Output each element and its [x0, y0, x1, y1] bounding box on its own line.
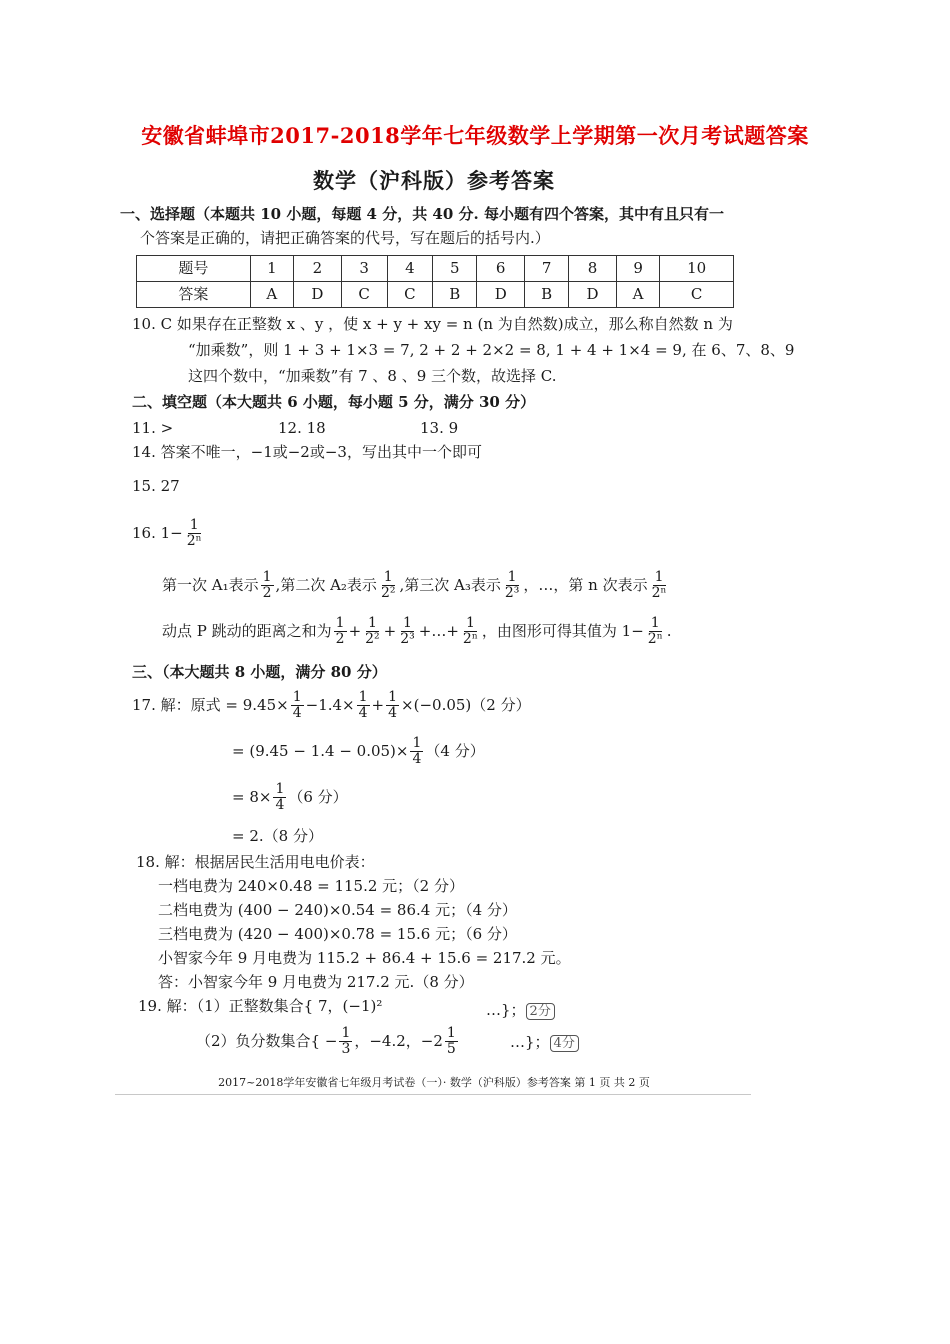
fraction: $\frac{1}{\text{2ⁿ}}$	[186, 517, 202, 550]
score-stamp: 4分	[550, 1035, 579, 1052]
question-number-cell: 4	[387, 256, 433, 282]
question-number-cell: 6	[477, 256, 525, 282]
q16-answer	[132, 518, 206, 550]
q18-line5: 答：小智家今年 9 月电费为 217.2 元.（8 分）	[158, 973, 474, 991]
section1-heading-b: 个答案是正确的，请把正确答案的代号，写在题后的括号内.）	[140, 229, 550, 247]
q14-answer: 14. 答案不唯一，−1或−2或−3，写出其中一个即可	[132, 443, 482, 461]
answer-cell: D	[294, 282, 342, 308]
q10-line3: 这四个数中，“加乘数”有 7 、8 、9 三个数，故选择 C.	[188, 367, 557, 385]
fraction: $\frac{1}{4}$	[275, 781, 285, 814]
fraction: $\frac{1}{4}$	[412, 735, 422, 768]
answer-cell: D	[477, 282, 525, 308]
q16-label: 16. 1−	[132, 523, 183, 542]
answer-cell: A	[616, 282, 659, 308]
q19-line2: （2）负分数集合{ − $\frac{1}{3}$ ，−4.2，−2 $\frac{1}{5}$	[196, 1025, 456, 1058]
fraction: $\frac{1}{3}$	[341, 1025, 351, 1058]
q17-line1: 17. 解：原式 = 9.45× $\frac{1}{4}$ −1.4× $\frac{1}{4}$ + $\frac{1}{4}$ ×(−0.05)（2 分）	[132, 689, 531, 722]
answer-cell: B	[525, 282, 569, 308]
fraction: $\frac{1}{\text{2ⁿ}}$	[647, 615, 663, 648]
scan-bottom-edge	[115, 1094, 751, 1095]
q10-line2: “加乘数”，则 1 + 3 + 1×3 = 7, 2 + 2 + 2×2 = 8, 1 + 4 + 1×4 = 9, 在 6、7、8、9	[188, 341, 795, 359]
score-stamp: 2分	[526, 1003, 555, 1020]
answer-cell: C	[341, 282, 387, 308]
question-number-cell: 2	[294, 256, 342, 282]
section1-heading-a: 一、选择题（本题共 10 小题，每题 4 分，共 40 分. 每小题有四个答案，其中有且只有一	[120, 205, 724, 223]
q10-line1: 10. C 如果存在正整数 x 、y ，使 x + y + xy = n (n 为自然数)成立，那么称自然数 n 为	[132, 315, 733, 333]
answer-cell: C	[660, 282, 734, 308]
section3-heading: 三、（本大题共 8 小题，满分 80 分）	[132, 663, 387, 681]
q17-line2: = (9.45 − 1.4 − 0.05)× $\frac{1}{4}$ （4 分）	[232, 735, 485, 768]
q18-line1: 一档电费为 240×0.48 = 115.2 元；（2 分）	[158, 877, 464, 895]
q19-line1-score: …}； 2分	[486, 1000, 555, 1021]
question-number-cell: 1	[250, 256, 293, 282]
fraction: $\frac{1}{\text{2ⁿ}}$	[651, 569, 667, 602]
scanned-answer-sheet	[118, 160, 795, 1095]
question-number-cell: 3	[341, 256, 387, 282]
q12-answer: 12. 18	[278, 419, 326, 437]
question-number-cell: 8	[569, 256, 617, 282]
page-footer: 2017~2018学年安徽省七年级月考试卷（一）· 数学（沪科版）参考答案 第 1 页 共 2 页	[218, 1076, 650, 1089]
q11-answer: 11. >	[132, 419, 174, 437]
q18-line2: 二档电费为 (400 − 240)×0.54 = 86.4 元；（4 分）	[158, 901, 517, 919]
q13-answer: 13. 9	[420, 419, 459, 437]
q18-line4: 小智家今年 9 月电费为 115.2 + 86.4 + 15.6 = 217.2 元。	[158, 949, 571, 967]
question-number-cell: 7	[525, 256, 569, 282]
q19-line1: 19. 解：（1）正整数集合{ 7，(−1)²	[138, 997, 383, 1015]
q15-answer: 15. 27	[132, 477, 180, 495]
q16-explanation-line2: 动点 P 跳动的距离之和为 $\frac{1}{2}$ + $\frac{1}{\text{2²}}$ + $\frac{1}{\text{2³}}$ +…+ $\frac{1}{\text{2ⁿ}}$ ，由图形可得其值为 1− $\frac{1}{\text{2ⁿ}}$ .	[162, 615, 672, 648]
answer-cell: B	[433, 282, 477, 308]
fraction: $\frac{1}{4}$	[358, 689, 368, 722]
fraction: $\frac{1}{2}$	[335, 615, 345, 648]
document-title: 安徽省蚌埠市2017-2018学年七年级数学上学期第一次月考试题答案	[141, 123, 809, 148]
fraction: $\frac{1}{\text{2²}}$	[380, 569, 396, 602]
table-header-cell: 答案	[137, 282, 251, 308]
table-row	[137, 256, 734, 282]
q19-line2-score: …}； 4分	[510, 1032, 579, 1053]
q17-line4: = 2.（8 分）	[232, 827, 323, 845]
fraction: $\frac{1}{4}$	[388, 689, 398, 722]
question-number-cell: 5	[433, 256, 477, 282]
q18-line3: 三档电费为 (420 − 400)×0.78 = 15.6 元；（6 分）	[158, 925, 517, 943]
table-header-cell: 题号	[137, 256, 251, 282]
answer-cell: D	[569, 282, 617, 308]
answer-table	[136, 255, 734, 308]
question-number-cell: 10	[660, 256, 734, 282]
fraction: $\frac{1}{\text{2³}}$	[400, 615, 415, 648]
q17-line3: = 8× $\frac{1}{4}$ （6 分）	[232, 781, 348, 814]
answer-cell: C	[387, 282, 433, 308]
q18-heading: 18. 解：根据居民生活用电电价表：	[136, 853, 375, 871]
fraction: $\frac{1}{2}$	[262, 569, 272, 602]
question-number-cell: 9	[616, 256, 659, 282]
fraction: $\frac{1}{\text{2³}}$	[504, 569, 520, 602]
answer-cell: A	[250, 282, 293, 308]
table-row	[137, 282, 734, 308]
fraction: $\frac{1}{\text{2²}}$	[365, 615, 380, 648]
answer-key-subtitle: 数学（沪科版）参考答案	[313, 168, 555, 193]
fraction: $\frac{1}{5}$	[446, 1025, 456, 1058]
section2-heading: 二、填空题（本大题共 6 小题，每小题 5 分，满分 30 分）	[132, 393, 536, 411]
fraction: $\frac{1}{4}$	[292, 689, 302, 722]
fraction: $\frac{1}{\text{2ⁿ}}$	[462, 615, 478, 648]
q16-explanation-line1: 第一次 A₁表示 $\frac{1}{2}$ ,第二次 A₂表示 $\frac{1}{\text{2²}}$ ,第三次 A₃表示 $\frac{1}{\text{2³}}$ ，…，第 n 次表示 $\frac{1}{\text{2ⁿ}}$	[162, 569, 667, 602]
